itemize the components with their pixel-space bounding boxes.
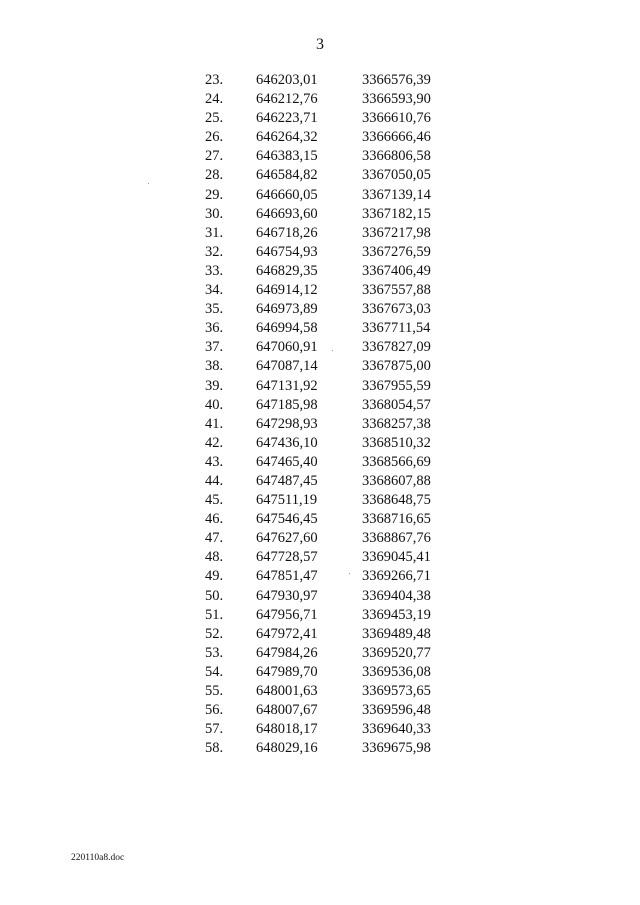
table-row — [0, 472, 640, 491]
coordinate-x: 647087,14 — [256, 358, 318, 375]
coordinate-x: 647060,91 — [256, 339, 318, 356]
table-row — [0, 281, 640, 300]
coordinate-y: 3366593,90 — [362, 91, 431, 108]
coordinate-y: 3367276,59 — [362, 243, 431, 260]
table-row — [0, 663, 640, 682]
coordinate-x: 646693,60 — [256, 205, 318, 222]
coordinate-x: 646660,05 — [256, 186, 318, 203]
row-number: 36. — [205, 320, 224, 337]
coordinate-y: 3367673,03 — [362, 301, 431, 318]
table-row — [0, 205, 640, 224]
row-number: 56. — [205, 702, 224, 719]
coordinate-y: 3368648,75 — [362, 492, 431, 509]
coordinate-x: 646584,82 — [256, 167, 318, 184]
table-row — [0, 415, 640, 434]
coordinate-x: 647728,57 — [256, 549, 318, 566]
coordinate-y: 3369536,08 — [362, 663, 431, 680]
table-row — [0, 147, 640, 166]
table-row — [0, 166, 640, 185]
row-number: 28. — [205, 167, 224, 184]
table-row — [0, 587, 640, 606]
table-row — [0, 625, 640, 644]
coordinate-y: 3366806,58 — [362, 148, 431, 165]
coordinate-x: 647131,92 — [256, 377, 318, 394]
coordinate-x: 647956,71 — [256, 606, 318, 623]
row-number: 47. — [205, 530, 224, 547]
coordinate-x: 647627,60 — [256, 530, 318, 547]
row-number: 25. — [205, 110, 224, 127]
coordinate-x: 647930,97 — [256, 587, 318, 604]
coordinate-x: 647972,41 — [256, 625, 318, 642]
coordinate-y: 3369045,41 — [362, 549, 431, 566]
table-row — [0, 338, 640, 357]
coordinate-y: 3369596,48 — [362, 702, 431, 719]
coordinate-x: 647465,40 — [256, 453, 318, 470]
coordinate-y: 3369640,33 — [362, 721, 431, 738]
table-row — [0, 720, 640, 739]
row-number: 24. — [205, 91, 224, 108]
coordinate-y: 3367875,00 — [362, 358, 431, 375]
row-number: 32. — [205, 243, 224, 260]
coordinate-x: 647989,70 — [256, 663, 318, 680]
row-number: 31. — [205, 224, 224, 241]
table-row — [0, 529, 640, 548]
scan-speck — [148, 183, 149, 184]
row-number: 49. — [205, 568, 224, 585]
table-row — [0, 300, 640, 319]
coordinate-x: 646383,15 — [256, 148, 318, 165]
table-row — [0, 491, 640, 510]
coordinate-y: 3367827,09 — [362, 339, 431, 356]
row-number: 39. — [205, 377, 224, 394]
coordinate-x: 647546,45 — [256, 511, 318, 528]
row-number: 42. — [205, 434, 224, 451]
table-row — [0, 510, 640, 529]
coordinate-x: 647185,98 — [256, 396, 318, 413]
coordinate-x: 647984,26 — [256, 644, 318, 661]
coordinate-x: 648029,16 — [256, 740, 318, 757]
scan-speck — [332, 350, 333, 351]
row-number: 45. — [205, 492, 224, 509]
table-row — [0, 357, 640, 376]
row-number: 33. — [205, 262, 224, 279]
table-row — [0, 128, 640, 147]
table-row — [0, 186, 640, 205]
table-row — [0, 109, 640, 128]
table-row — [0, 701, 640, 720]
table-row — [0, 682, 640, 701]
coordinate-y: 3367139,14 — [362, 186, 431, 203]
table-row — [0, 377, 640, 396]
coordinate-y: 3367711,54 — [362, 320, 431, 337]
coordinate-y: 3368054,57 — [362, 396, 431, 413]
row-number: 27. — [205, 148, 224, 165]
row-number: 23. — [205, 72, 224, 88]
row-number: 50. — [205, 587, 224, 604]
page-number: 3 — [316, 36, 324, 53]
coordinate-x: 647851,47 — [256, 568, 318, 585]
row-number: 26. — [205, 129, 224, 146]
coordinate-y: 3366666,46 — [362, 129, 431, 146]
table-row — [0, 739, 640, 758]
coordinate-y: 3368510,32 — [362, 434, 431, 451]
coordinate-y: 3367557,88 — [362, 282, 431, 299]
coordinate-y: 3366610,76 — [362, 110, 431, 127]
row-number: 43. — [205, 453, 224, 470]
coordinate-x: 646754,93 — [256, 243, 318, 260]
row-number: 38. — [205, 358, 224, 375]
table-row — [0, 644, 640, 663]
coordinate-x: 647436,10 — [256, 434, 318, 451]
coordinate-y: 3368867,76 — [362, 530, 431, 547]
coordinate-y: 3369404,38 — [362, 587, 431, 604]
coordinate-y: 3367955,59 — [362, 377, 431, 394]
row-number: 34. — [205, 282, 224, 299]
row-number: 44. — [205, 472, 224, 489]
table-row — [0, 567, 640, 586]
coordinate-y: 3367182,15 — [362, 205, 431, 222]
coordinate-x: 646264,32 — [256, 129, 318, 146]
row-number: 37. — [205, 339, 224, 356]
row-number: 41. — [205, 415, 224, 432]
coordinate-y: 3369675,98 — [362, 740, 431, 757]
coordinate-x: 646973,89 — [256, 301, 318, 318]
row-number: 53. — [205, 644, 224, 661]
table-row — [0, 71, 640, 90]
table-row — [0, 548, 640, 567]
coordinate-y: 3367217,98 — [362, 224, 431, 241]
row-number: 51. — [205, 606, 224, 623]
table-row — [0, 262, 640, 281]
coordinate-y: 3368716,65 — [362, 511, 431, 528]
coordinates-table — [0, 71, 640, 758]
coordinate-y: 3368566,69 — [362, 453, 431, 470]
row-number: 40. — [205, 396, 224, 413]
coordinate-y: 3369453,19 — [362, 606, 431, 623]
scan-speck — [349, 573, 350, 574]
coordinate-y: 3367050,05 — [362, 167, 431, 184]
table-row — [0, 90, 640, 109]
table-row — [0, 224, 640, 243]
coordinate-x: 647487,45 — [256, 472, 318, 489]
coordinate-x: 646718,26 — [256, 224, 318, 241]
row-number: 57. — [205, 721, 224, 738]
coordinate-y: 3366576,39 — [362, 72, 431, 88]
table-row — [0, 396, 640, 415]
coordinate-x: 648001,63 — [256, 683, 318, 699]
footer-filename: 220110a8.doc — [71, 853, 125, 863]
row-number: 35. — [205, 301, 224, 318]
row-number: 46. — [205, 511, 224, 528]
row-number: 52. — [205, 625, 224, 642]
row-number: 54. — [205, 663, 224, 680]
table-row — [0, 453, 640, 472]
coordinate-y: 3369520,77 — [362, 644, 431, 661]
coordinate-x: 646223,71 — [256, 110, 318, 127]
coordinate-x: 646829,35 — [256, 262, 318, 279]
coordinate-y: 3369266,71 — [362, 568, 431, 585]
row-number: 55. — [205, 683, 224, 699]
coordinate-y: 3368607,88 — [362, 472, 431, 489]
coordinate-x: 646914,12 — [256, 282, 318, 299]
coordinate-y: 3367406,49 — [362, 262, 431, 279]
row-number: 58. — [205, 740, 224, 757]
table-row — [0, 243, 640, 262]
coordinate-x: 648007,67 — [256, 702, 318, 719]
coordinate-x: 646212,76 — [256, 91, 318, 108]
coordinate-x: 646994,58 — [256, 320, 318, 337]
coordinate-x: 648018,17 — [256, 721, 318, 738]
row-number: 30. — [205, 205, 224, 222]
table-row — [0, 606, 640, 625]
coordinate-y: 3368257,38 — [362, 415, 431, 432]
row-number: 48. — [205, 549, 224, 566]
coordinate-y: 3369489,48 — [362, 625, 431, 642]
table-row — [0, 319, 640, 338]
coordinate-y: 3369573,65 — [362, 683, 431, 699]
coordinate-x: 646203,01 — [256, 72, 318, 88]
coordinate-x: 647511,19 — [256, 492, 318, 509]
coordinate-x: 647298,93 — [256, 415, 318, 432]
table-row — [0, 434, 640, 453]
row-number: 29. — [205, 186, 224, 203]
